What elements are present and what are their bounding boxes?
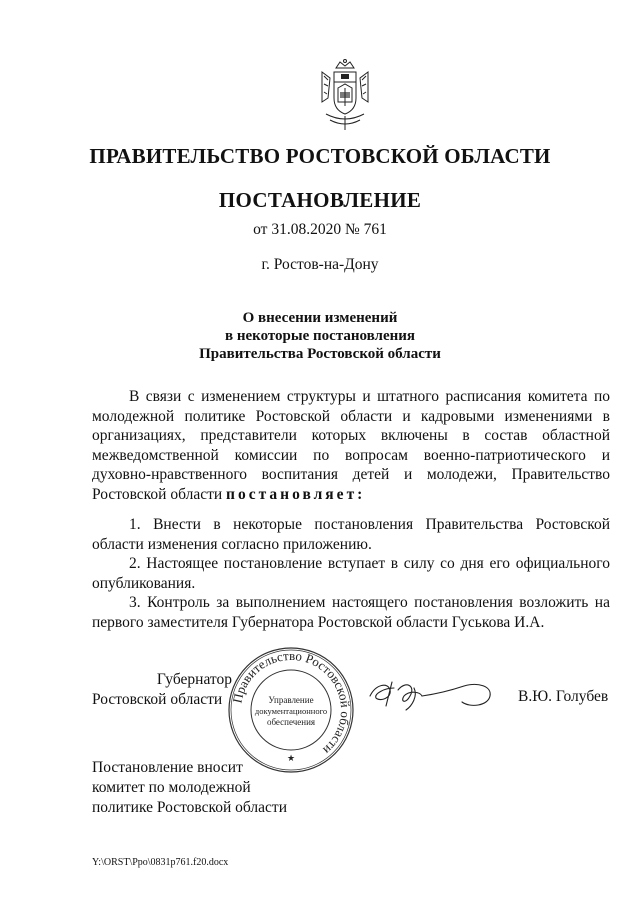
signatory-title [92, 670, 232, 710]
introducer-line: комитет по молодежной [92, 779, 251, 796]
decree-word: постановляет: [226, 485, 366, 503]
file-path: Y:\ORST\Ppo\0831p761.f20.docx [92, 857, 229, 868]
document-subject [0, 309, 640, 363]
signatory-title-line2: Ростовской области [92, 691, 223, 708]
decree-item-1: 1. Внести в некоторые постановления Правительства Ростовской области изменения согласно приложению. [92, 516, 610, 553]
signatory-title-line1: Губернатор [156, 671, 232, 688]
stamp-inner-line: документационного [254, 706, 328, 716]
introducer-note [92, 758, 287, 818]
svg-text:★: ★ [286, 753, 296, 763]
stamp-inner-line: Управление [268, 695, 314, 705]
signatory-name: В.Ю. Голубев [518, 688, 609, 705]
subject-line: Правительства Ростовской области [199, 346, 441, 362]
decree-item-2: 2. Настоящее постановление вступает в силу со дня его официального опубликования. [92, 555, 610, 592]
decree-item-3: 3. Контроль за выполнением настоящего постановления возложить на первого заместителя Губернатора Ростовской области Гуськова И.А. [92, 594, 610, 631]
introducer-line: Постановление вносит [92, 759, 243, 776]
coat-of-arms-icon [316, 58, 374, 132]
government-title: ПРАВИТЕЛЬСТВО РОСТОВСКОЙ ОБЛАСТИ [89, 144, 551, 168]
document-city: г. Ростов-на-Дону [261, 256, 379, 273]
document-date-number: от 31.08.2020 № 761 [253, 221, 387, 238]
stamp-inner-line: обеспечения [266, 717, 316, 727]
document-type: ПОСТАНОВЛЕНИЕ [218, 188, 422, 212]
preamble-text: В связи с изменением структуры и штатного расписания комитета по молодежной политике Ростовской области и кадровыми изменениями в организациях, представители которых включены в состав областной межведомственной комиссии по вопросам военно-патриотического и духовно-нравственного воспитания детей и молодежи, Правительство Ростовской области [92, 388, 610, 503]
stamp-outer-text: Правительство Ростовской области [229, 647, 354, 758]
subject-line: в некоторые постановления [224, 328, 416, 344]
introducer-line: политике Ростовской области [92, 799, 287, 816]
official-stamp [226, 645, 356, 775]
handwritten-signature [366, 676, 498, 714]
subject-line: О внесении изменений [242, 310, 398, 326]
decree-items [92, 515, 610, 632]
preamble-paragraph [92, 387, 610, 504]
